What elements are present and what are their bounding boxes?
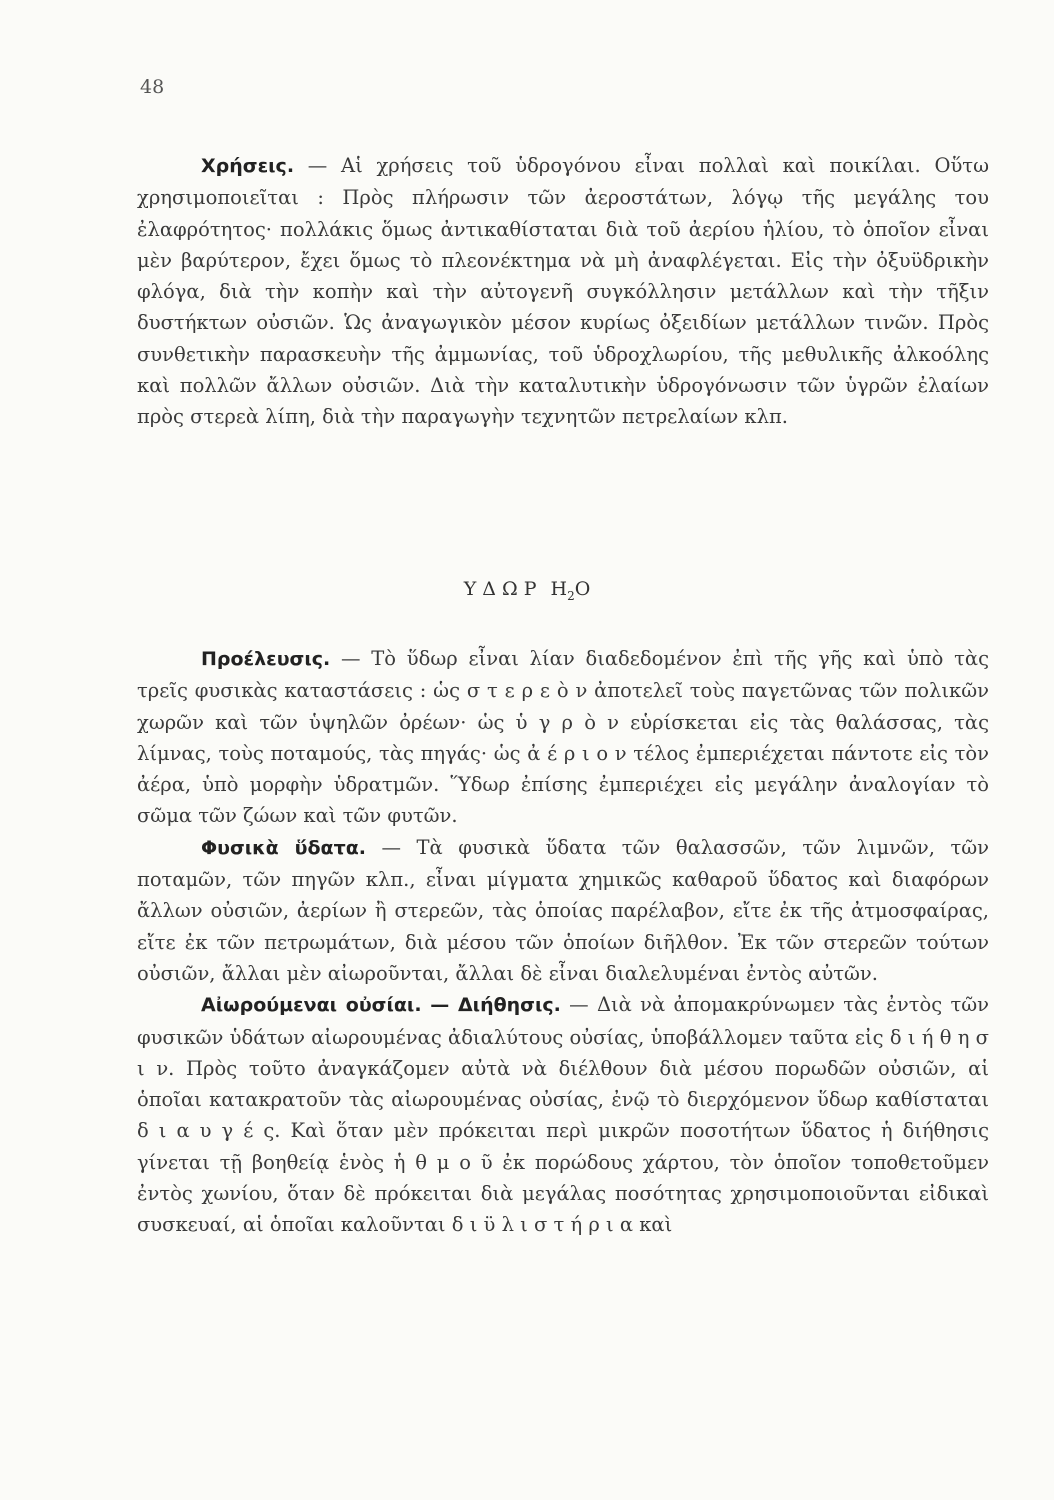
water-text-block — [137, 643, 989, 1241]
page-number: 48 — [140, 76, 165, 98]
heading-uses: Χρήσεις. — [201, 155, 295, 177]
paragraph-origin — [137, 643, 989, 832]
heading-origin: Προέλευσις. — [201, 648, 331, 670]
heading-natural-waters: Φυσικὰ ὕδατα. — [201, 836, 367, 859]
text-origin: — Τὸ ὕδωρ εἶναι λίαν διαδεδομένον ἐπὶ τῆς γῆς καὶ ὑπὸ τὰς τρεῖς φυσικὰς καταστάσεις : ὡς σ τ ε ρ ε ὸ ν ἀποτελεῖ τοὺς παγετῶνας τῶν πολικῶν χωρῶν καὶ τῶν ὑψηλῶν ὀρέων· ὡς ὑ γ ρ ὸ ν εὑρίσκεται εἰς τὰς θαλάσσας, τὰς λίμνας, τοὺς ποταμούς, τὰς πηγάς· ὡς ἀ έ ρ ι ο ν τέλος ἐμπεριέχεται πάντοτε εἰς τὸν ἀέρα, ὑπὸ μορφὴν ὑδρατμῶν. Ὕδωρ ἐπίσης ἐμπεριέχει εἰς μεγάλην ἀναλογίαν τὸ σῶμα τῶν ζώων καὶ τῶν φυτῶν. — [137, 647, 989, 828]
section-title-water — [0, 578, 1054, 603]
hydrogen-uses-block — [137, 150, 989, 433]
water-formula: $H_2O$ — [550, 578, 591, 603]
paragraph-natural-waters — [137, 832, 989, 989]
paragraph-uses — [137, 150, 989, 433]
heading-filtration: Αἰωρούμεναι οὐσίαι. — Διήθησις. — [201, 994, 561, 1017]
paragraph-filtration — [137, 989, 989, 1240]
text-natural-waters: — Τὰ φυσικὰ ὕδατα τῶν θαλασσῶν, τῶν λιμνῶν, τῶν ποταμῶν, τῶν πηγῶν κλπ., εἶναι μίγματα χημικῶς καθαροῦ ὕδατος καὶ διαφόρων ἄλλων οὐσιῶν, ἀερίων ἢ στερεῶν, τὰς ὁποίας παρέλαβον, εἴτε ἐκ τῆς ἀτμοσφαίρας, εἴτε ἐκ τῶν πετρωμάτων, διὰ μέσου τῶν ὁποίων διῆλθον. Ἐκ τῶν στερεῶν τούτων οὐσιῶν, ἄλλαι μὲν αἰωροῦνται, ἄλλαι δὲ εἶναι διαλελυμέναι ἐντὸς αὐτῶν. — [137, 835, 989, 985]
text-filtration: — Διὰ νὰ ἀπομακρύνωμεν τὰς ἐντὸς τῶν φυσικῶν ὑδάτων αἰωρουμένας ἀδιαλύτους οὐσίας, ὑποβάλλομεν ταῦτα εἰς δ ι ή θ η σ ι ν. Πρὸς τοῦτο ἀναγκάζομεν αὐτὰ νὰ διέλθουν διὰ μέσου πορωδῶν οὐσιῶν, αἱ ὁποῖαι κατακρατοῦν τὰς αἰωρουμένας οὐσίας, ἐνῷ τὸ διερχόμενον ὕδωρ καθίσταται δ ι α υ γ έ ς. Καὶ ὅταν μὲν πρόκειται περὶ μικρῶν ποσοτήτων ὕδατος ἡ διήθησις γίνεται τῇ βοηθείᾳ ἑνὸς ἡ θ μ ο ῦ ἐκ πορώδους χάρτου, τὸν ὁποῖον τοποθετοῦμεν ἐντὸς χωνίου, ὅταν δὲ πρόκειται διὰ μεγάλας ποσότητας χρησιμοποιοῦνται εἰδικαὶ συσκευαί, αἱ ὁποῖαι καλοῦνται δ ι ϋ λ ι σ τ ή ρ ι α καὶ — [137, 993, 989, 1237]
text-uses: — Αἱ χρήσεις τοῦ ὑδρογόνου εἶναι πολλαὶ καὶ ποικίλαι. Οὕτω χρησιμοποιεῖται : Πρὸς πλήρωσιν τῶν ἀεροστάτων, λόγῳ τῆς μεγάλης του ἐλαφρότητος· πολλάκις ὅμως ἀντικαθίσταται διὰ τοῦ ἀερίου ἡλίου, τὸ ὁποῖον εἶναι μὲν βαρύτερον, ἔχει ὅμως τὸ πλεονέκτημα νὰ μὴ ἀναφλέγεται. Εἰς τὴν ὀξυϋδρικὴν φλόγα, διὰ τὴν κοπὴν καὶ τὴν αὐτογενῆ συγκόλλησιν μετάλλων καὶ τὴν τῆξιν δυστήκτων οὐσιῶν. Ὡς ἀναγωγικὸν μέσον κυρίως ὀξειδίων μετάλλων τινῶν. Πρὸς συνθετικὴν παρασκευὴν τῆς ἀμμωνίας, τοῦ ὑδροχλωρίου, τῆς μεθυλικῆς ἀλκοόλης καὶ πολλῶν ἄλλων οὐσιῶν. Διὰ τὴν καταλυτικὴν ὑδρογόνωσιν τῶν ὑγρῶν ἐλαίων πρὸς στερεὰ λίπη, διὰ τὴν παραγωγὴν τεχνητῶν πετρελαίων κλπ. — [137, 154, 989, 429]
title-word: ΥΔΩΡ — [463, 578, 543, 600]
